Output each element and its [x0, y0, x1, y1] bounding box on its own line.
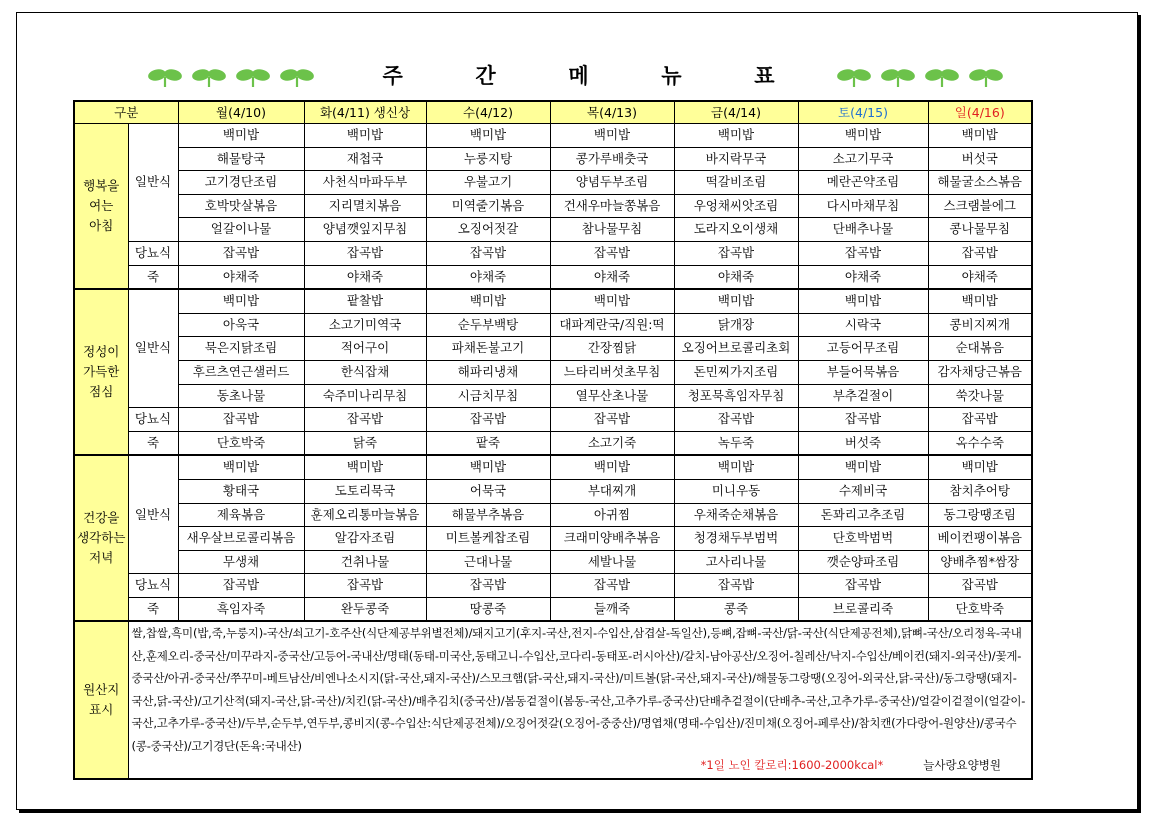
porridge-item: 닭죽: [304, 431, 426, 455]
menu-item: 오징어브로콜리초회: [674, 337, 798, 361]
porridge-item: 야채죽: [928, 265, 1032, 289]
menu-item: 순대볶음: [928, 337, 1032, 361]
menu-item: 느타리버섯초무침: [550, 360, 674, 384]
menu-item: 간장찜닭: [550, 337, 674, 361]
menu-item: 해물탕국: [178, 147, 304, 171]
menu-item: 우채죽순채볶음: [674, 503, 798, 527]
diabetic-item: 잡곡밥: [674, 241, 798, 265]
diabetic-item: 잡곡밥: [178, 241, 304, 265]
meal-title: [74, 124, 128, 290]
origin-title-line: 원산지: [83, 682, 120, 698]
meal-title-line: 점심: [89, 384, 114, 400]
menu-item: 고등어무조림: [798, 337, 928, 361]
menu-item: 감자채당근볶음: [928, 360, 1032, 384]
weekly-menu-table: [73, 100, 1033, 780]
porridge-item: 단호박죽: [178, 431, 304, 455]
menu-item: 참나물무침: [550, 218, 674, 242]
menu-item: 닭개장: [674, 313, 798, 337]
diabetic-item: 잡곡밥: [798, 408, 928, 432]
porridge-item: 브로콜리죽: [798, 597, 928, 621]
porridge-label: 죽: [128, 431, 178, 455]
menu-item: 숙주미나리무침: [304, 384, 426, 408]
menu-item: 건취나물: [304, 550, 426, 574]
menu-item: 버섯국: [928, 147, 1032, 171]
meal-title-line: 행복을: [83, 178, 120, 194]
menu-item: 한식잡채: [304, 360, 426, 384]
menu-item: 우불고기: [426, 171, 550, 195]
menu-item: 부추겉절이: [798, 384, 928, 408]
menu-item: 수제비국: [798, 479, 928, 503]
header-day: 화(4/11) 생신상: [304, 101, 426, 124]
menu-item: 콩가루배춧국: [550, 147, 674, 171]
porridge-item: 야채죽: [426, 265, 550, 289]
menu-item: 양념깻잎지무침: [304, 218, 426, 242]
meal-title-line: 아침: [89, 218, 114, 234]
menu-item: 콩나물무침: [928, 218, 1032, 242]
diabetic-item: 잡곡밥: [928, 241, 1032, 265]
diabetic-item: 잡곡밥: [178, 408, 304, 432]
diabetic-item: 잡곡밥: [674, 408, 798, 432]
page-title: [0, 60, 1157, 90]
porridge-item: 흑임자죽: [178, 597, 304, 621]
menu-item: 고사리나물: [674, 550, 798, 574]
meal-title-line: 가득한: [83, 364, 120, 380]
menu-item: 동그랑땡조림: [928, 503, 1032, 527]
origin-title: [74, 621, 128, 779]
menu-item: 청포묵흑임자무침: [674, 384, 798, 408]
menu-item: 시락국: [798, 313, 928, 337]
header-day: 월(4/10): [178, 101, 304, 124]
diabetic-item: 잡곡밥: [798, 574, 928, 598]
menu-item: 돈민찌가지조림: [674, 360, 798, 384]
title-char: 주: [382, 64, 403, 88]
menu-item: 미역줄기볶음: [426, 194, 550, 218]
menu-item: 대파계란국/직원:떡: [550, 313, 674, 337]
menu-item: 후르츠연근샐러드: [178, 360, 304, 384]
diabetic-item: 잡곡밥: [426, 241, 550, 265]
general-label: 일반식: [128, 124, 178, 242]
menu-item: 단배추나물: [798, 218, 928, 242]
origin-text: 쌀,찹쌀,흑미(밥,죽,누룽지)-국산/쇠고기-호주산(식단제공부위별전체)/돼지고기(후지-국산,전지-수입산,삼겹살-독일산),등뼈,잡뼈-국산/닭-국산(식단제공전체),닭뼈-국산/오리정육-국내산,훈제오리-중국산/미꾸라지-중국산/고등어-국내산/명태(동태-미국산,동태고니-수입산,코다리-동태포-러시아산)/갈치-남아공산/오징어-칠레산/낙지-수입산/베이컨(돼지-외국산)/꽃게-중국산/아귀-중국산/쭈꾸미-베트남산/비엔나소시지(닭-국산,돼지-국산)/스모크햄(닭-국산,돼지-국산)/미트볼(닭-국산,돼지-국산)/해물동그랑땡(오징어-외국산,닭-국산)/동그랑땡(돼지-국산,닭-국산)/고기산적(돼지-국산,닭-국산)/치킨(닭-국산)/배추김치(중국산)/봄동겉절이(봄동-국산,고추가루-중국산)단배추겉절이(단배추-국산,고추가루-중국산)/얼갈이겉절이(얼갈이-국산,고추가루-중국산)/두부,순두부,연두부,콩비지(콩-수입산:식단제공전체)/오징어젓갈(오징어-중중산)/명엽채(명태-수입산)/진미채(오징어-페루산)/참치캔(가다랑어-원양산)/콩국수(콩-중국산)/고기경단(돈육:국내산): [131, 626, 1026, 753]
meal-title-line: 저녁: [89, 550, 114, 566]
menu-item: 지리멸치볶음: [304, 194, 426, 218]
porridge-item: 소고기죽: [550, 431, 674, 455]
hospital-name: 늘사랑요양병원: [923, 757, 1001, 772]
diabetic-item: 잡곡밥: [304, 241, 426, 265]
menu-item: 부대찌개: [550, 479, 674, 503]
menu-item: 순두부백탕: [426, 313, 550, 337]
header-day: [928, 101, 1032, 124]
porridge-item: 야채죽: [178, 265, 304, 289]
menu-item: 누룽지탕: [426, 147, 550, 171]
menu-item: 메란곤약조림: [798, 171, 928, 195]
menu-item: 무생채: [178, 550, 304, 574]
menu-item: 파채돈불고기: [426, 337, 550, 361]
menu-item: 제육볶음: [178, 503, 304, 527]
porridge-item: 팥죽: [426, 431, 550, 455]
origin-info: [128, 621, 1032, 779]
menu-item: 재첩국: [304, 147, 426, 171]
title-char: 뉴: [661, 64, 682, 88]
menu-item: 백미밥: [798, 455, 928, 479]
menu-item: 돈꽈리고추조림: [798, 503, 928, 527]
diabetic-item: 잡곡밥: [178, 574, 304, 598]
general-label: 일반식: [128, 455, 178, 573]
menu-item: 스크램블에그: [928, 194, 1032, 218]
menu-item: 근대나물: [426, 550, 550, 574]
menu-item: 묵은지닭조림: [178, 337, 304, 361]
meal-title: [74, 289, 128, 455]
menu-item: 시금치무침: [426, 384, 550, 408]
menu-item: 열무산초나물: [550, 384, 674, 408]
porridge-item: 야채죽: [798, 265, 928, 289]
menu-item: 적어구이: [304, 337, 426, 361]
porridge-label: 죽: [128, 597, 178, 621]
porridge-item: 땅콩죽: [426, 597, 550, 621]
header-category: 구분: [74, 101, 178, 124]
porridge-item: 녹두죽: [674, 431, 798, 455]
menu-item: 단호박범벅: [798, 527, 928, 551]
menu-item: 어묵국: [426, 479, 550, 503]
menu-item: 사천식마파두부: [304, 171, 426, 195]
meal-title-line: 생각하는: [77, 530, 126, 546]
menu-item: 백미밥: [426, 124, 550, 148]
porridge-item: 들깨죽: [550, 597, 674, 621]
menu-item: 백미밥: [426, 289, 550, 313]
menu-item: 해파리냉채: [426, 360, 550, 384]
diabetic-item: 잡곡밥: [304, 574, 426, 598]
diabetic-item: 잡곡밥: [798, 241, 928, 265]
diabetic-item: 잡곡밥: [304, 408, 426, 432]
menu-item: 해물부추볶음: [426, 503, 550, 527]
menu-item: 얼갈이나물: [178, 218, 304, 242]
menu-item: 백미밥: [928, 124, 1032, 148]
meal-title: [74, 455, 128, 621]
menu-item: 백미밥: [798, 124, 928, 148]
diabetic-label: 당뇨식: [128, 241, 178, 265]
menu-item: 다시마채무침: [798, 194, 928, 218]
footer-line: [701, 754, 1001, 777]
diabetic-item: 잡곡밥: [550, 408, 674, 432]
menu-item: 백미밥: [550, 289, 674, 313]
menu-item: 백미밥: [928, 289, 1032, 313]
menu-item: 해물굴소스볶음: [928, 171, 1032, 195]
menu-item: 오징어젓갈: [426, 218, 550, 242]
menu-item: 동초나물: [178, 384, 304, 408]
day-label: 일(4/16): [954, 105, 1005, 120]
menu-item: 크래미양배추볶음: [550, 527, 674, 551]
porridge-item: 옥수수죽: [928, 431, 1032, 455]
menu-item: 백미밥: [928, 455, 1032, 479]
menu-item: 콩비지찌개: [928, 313, 1032, 337]
menu-item: 백미밥: [304, 124, 426, 148]
menu-item: 양념두부조림: [550, 171, 674, 195]
meal-title-line: 정성이: [83, 344, 120, 360]
day-label: 토(4/15): [838, 105, 888, 120]
menu-item: 백미밥: [674, 124, 798, 148]
menu-item: 참치추어탕: [928, 479, 1032, 503]
menu-item: 우엉채씨앗조림: [674, 194, 798, 218]
diabetic-item: 잡곡밥: [550, 241, 674, 265]
porridge-item: 야채죽: [674, 265, 798, 289]
diabetic-item: 잡곡밥: [928, 408, 1032, 432]
menu-item: 도라지오이생채: [674, 218, 798, 242]
meal-title-line: 여는: [89, 198, 114, 214]
porridge-label: 죽: [128, 265, 178, 289]
menu-item: 부들어묵볶음: [798, 360, 928, 384]
menu-item: 미트볼케찹조림: [426, 527, 550, 551]
diabetic-label: 당뇨식: [128, 408, 178, 432]
menu-item: 고기경단조림: [178, 171, 304, 195]
title-char: 표: [754, 64, 775, 88]
menu-item: 떡갈비조림: [674, 171, 798, 195]
header-day: [798, 101, 928, 124]
menu-item: 새우살브로콜리볶음: [178, 527, 304, 551]
menu-item: 백미밥: [550, 124, 674, 148]
menu-item: 훈제오리통마늘볶음: [304, 503, 426, 527]
menu-item: 백미밥: [426, 455, 550, 479]
menu-item: 소고기미역국: [304, 313, 426, 337]
menu-item: 청경채두부범벅: [674, 527, 798, 551]
porridge-item: 콩죽: [674, 597, 798, 621]
diabetic-item: 잡곡밥: [674, 574, 798, 598]
menu-item: 팥찰밥: [304, 289, 426, 313]
menu-item: 백미밥: [674, 289, 798, 313]
menu-item: 알감자조림: [304, 527, 426, 551]
porridge-item: 버섯죽: [798, 431, 928, 455]
menu-item: 쑥갓나물: [928, 384, 1032, 408]
diabetic-item: 잡곡밥: [928, 574, 1032, 598]
menu-item: 아귀찜: [550, 503, 674, 527]
menu-item: 백미밥: [178, 289, 304, 313]
menu-item: 백미밥: [304, 455, 426, 479]
diabetic-item: 잡곡밥: [426, 408, 550, 432]
porridge-item: 야채죽: [550, 265, 674, 289]
header-day: 수(4/12): [426, 101, 550, 124]
calorie-note: *1일 노인 칼로리:1600-2000kcal*: [700, 757, 884, 772]
menu-item: 세발나물: [550, 550, 674, 574]
menu-item: 베이컨팽이볶음: [928, 527, 1032, 551]
menu-item: 아욱국: [178, 313, 304, 337]
menu-item: 백미밥: [798, 289, 928, 313]
porridge-item: 단호박죽: [928, 597, 1032, 621]
general-label: 일반식: [128, 289, 178, 407]
menu-item: 미니우동: [674, 479, 798, 503]
porridge-item: 야채죽: [304, 265, 426, 289]
menu-item: 백미밥: [178, 124, 304, 148]
menu-item: 건새우마늘쫑볶음: [550, 194, 674, 218]
title-char: 간: [475, 64, 496, 88]
menu-item: 호박맛살볶음: [178, 194, 304, 218]
menu-item: 백미밥: [550, 455, 674, 479]
porridge-item: 완두콩죽: [304, 597, 426, 621]
menu-item: 황태국: [178, 479, 304, 503]
diabetic-label: 당뇨식: [128, 574, 178, 598]
menu-item: 백미밥: [178, 455, 304, 479]
title-char: 메: [568, 64, 589, 88]
menu-item: 도토리묵국: [304, 479, 426, 503]
menu-item: 바지락무국: [674, 147, 798, 171]
menu-item: 소고기무국: [798, 147, 928, 171]
menu-item: 깻순양파조림: [798, 550, 928, 574]
meal-title-line: 건강을: [83, 510, 120, 526]
menu-item: 백미밥: [674, 455, 798, 479]
origin-title-line: 표시: [89, 702, 114, 718]
diabetic-item: 잡곡밥: [550, 574, 674, 598]
header-day: 목(4/13): [550, 101, 674, 124]
header-day: 금(4/14): [674, 101, 798, 124]
menu-item: 양배추찜*쌈장: [928, 550, 1032, 574]
diabetic-item: 잡곡밥: [426, 574, 550, 598]
